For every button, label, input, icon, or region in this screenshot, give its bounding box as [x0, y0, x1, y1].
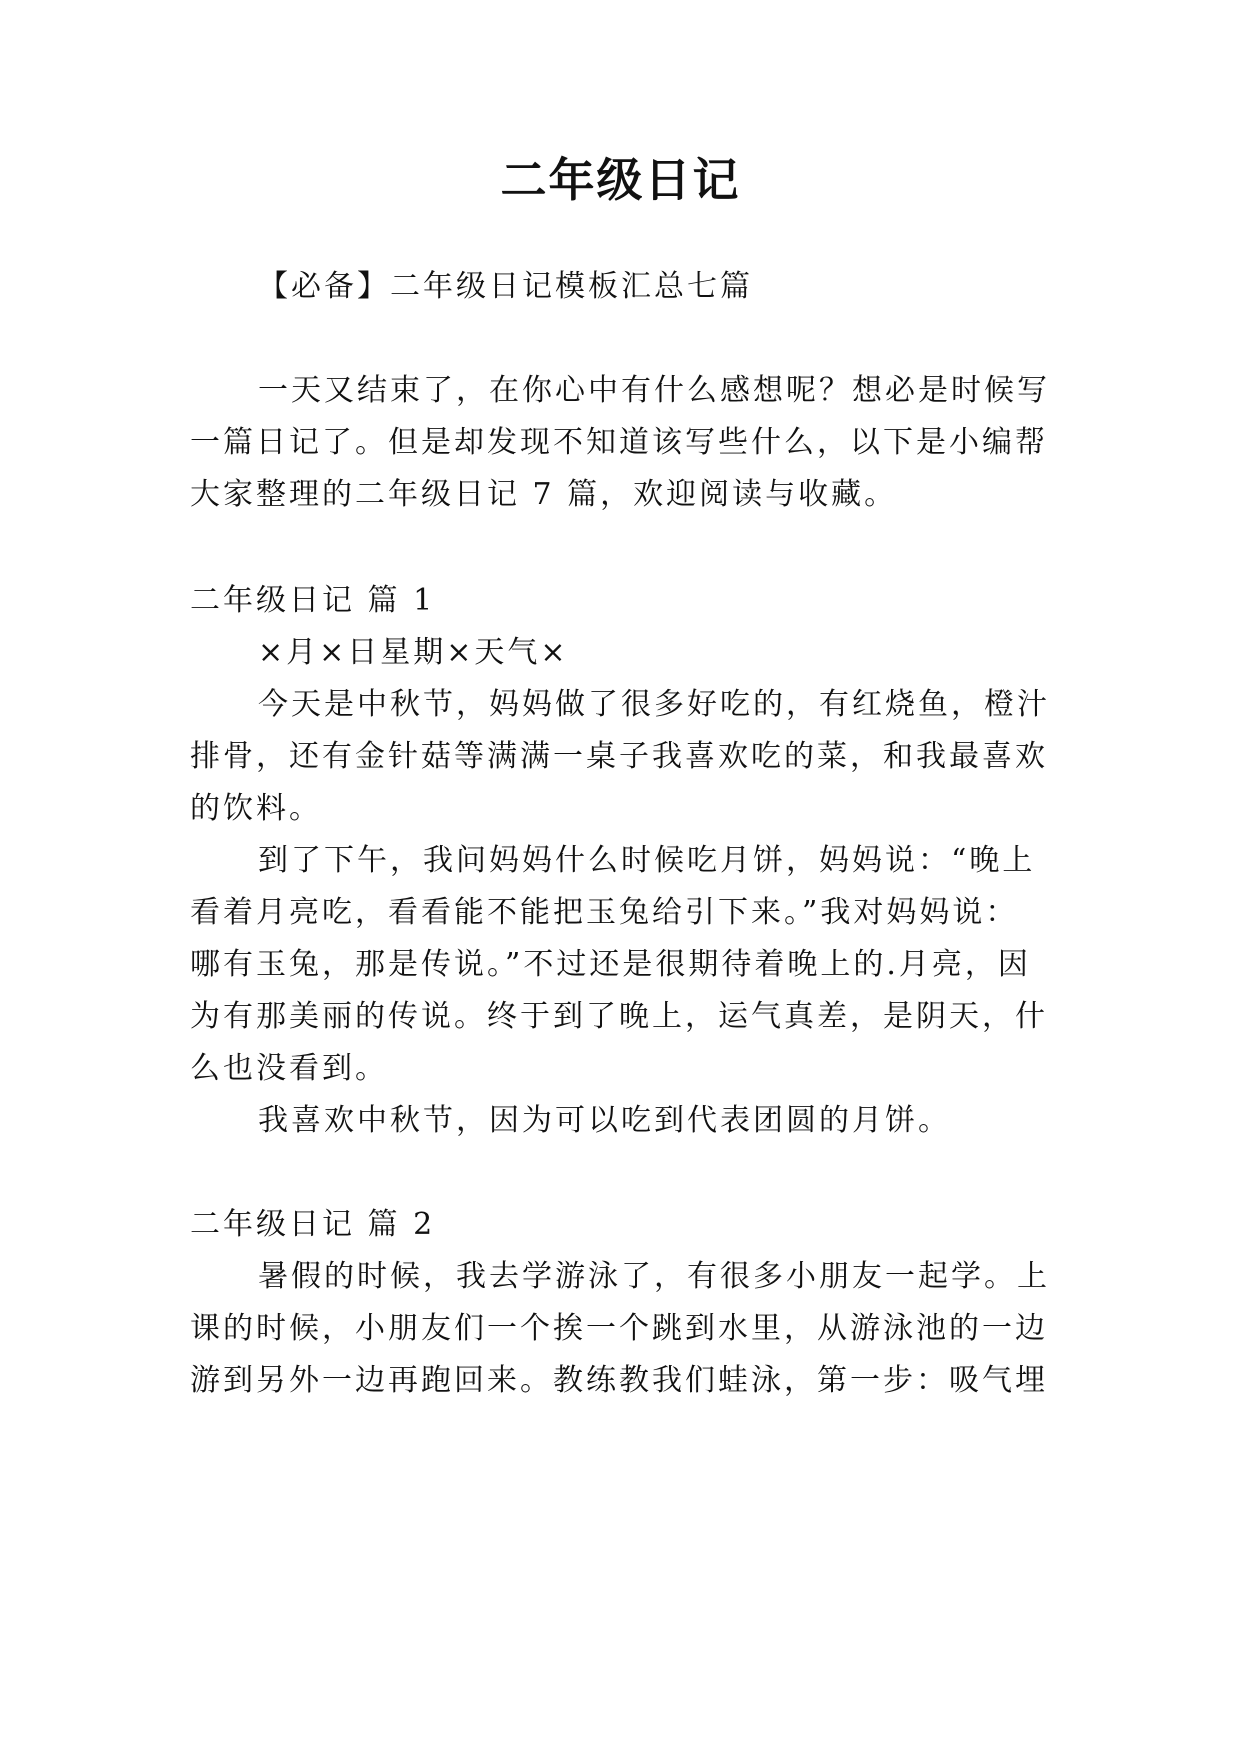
- section-1-para2-line-3: 哪有玉兔，那是传说。”不过还是很期待着晚上的.月亮，因: [190, 947, 1031, 982]
- section-1-para1-line-3: 的饮料。: [190, 791, 322, 826]
- section-1-para1-line-1: 今天是中秋节，妈妈做了很多好吃的，有红烧鱼，橙汁: [258, 687, 1050, 722]
- section-2-heading: 二年级日记 篇 2: [190, 1207, 436, 1242]
- section-1-para2-line-2: 看着月亮吃，看看能不能把玉兔给引下来。”我对妈妈说：: [190, 895, 1019, 930]
- section-1-para1-line-2: 排骨，还有金针菇等满满一桌子我喜欢吃的菜，和我最喜欢: [190, 739, 1048, 774]
- section-2-para1-line-3: 游到另外一边再跑回来。教练教我们蛙泳，第一步：吸气埋: [190, 1363, 1048, 1398]
- intro-line-3: 大家整理的二年级日记 7 篇，欢迎阅读与收藏。: [190, 477, 898, 512]
- document-subtitle: 【必备】二年级日记模板汇总七篇: [258, 269, 753, 304]
- document-title: 二年级日记: [500, 153, 741, 207]
- section-1-para3-line-1: 我喜欢中秋节，因为可以吃到代表团圆的月饼。: [258, 1103, 951, 1138]
- section-2-para1-line-1: 暑假的时候，我去学游泳了，有很多小朋友一起学。上: [258, 1259, 1050, 1294]
- section-1-heading: 二年级日记 篇 1: [190, 583, 436, 618]
- section-1-para2-line-4: 为有那美丽的传说。终于到了晚上，运气真差，是阴天，什: [190, 999, 1048, 1034]
- section-2-para1-line-2: 课的时候，小朋友们一个挨一个跳到水里，从游泳池的一边: [190, 1311, 1048, 1346]
- section-1-para2-line-5: 么也没看到。: [190, 1051, 388, 1086]
- section-1-para2-line-1: 到了下午，我问妈妈什么时候吃月饼，妈妈说：“晚上: [258, 843, 1036, 878]
- section-1-date-line: ×月×日星期×天气×: [258, 635, 569, 670]
- intro-line-1: 一天又结束了，在你心中有什么感想呢？想必是时候写: [258, 373, 1050, 408]
- intro-line-2: 一篇日记了。但是却发现不知道该写些什么，以下是小编帮: [190, 425, 1048, 460]
